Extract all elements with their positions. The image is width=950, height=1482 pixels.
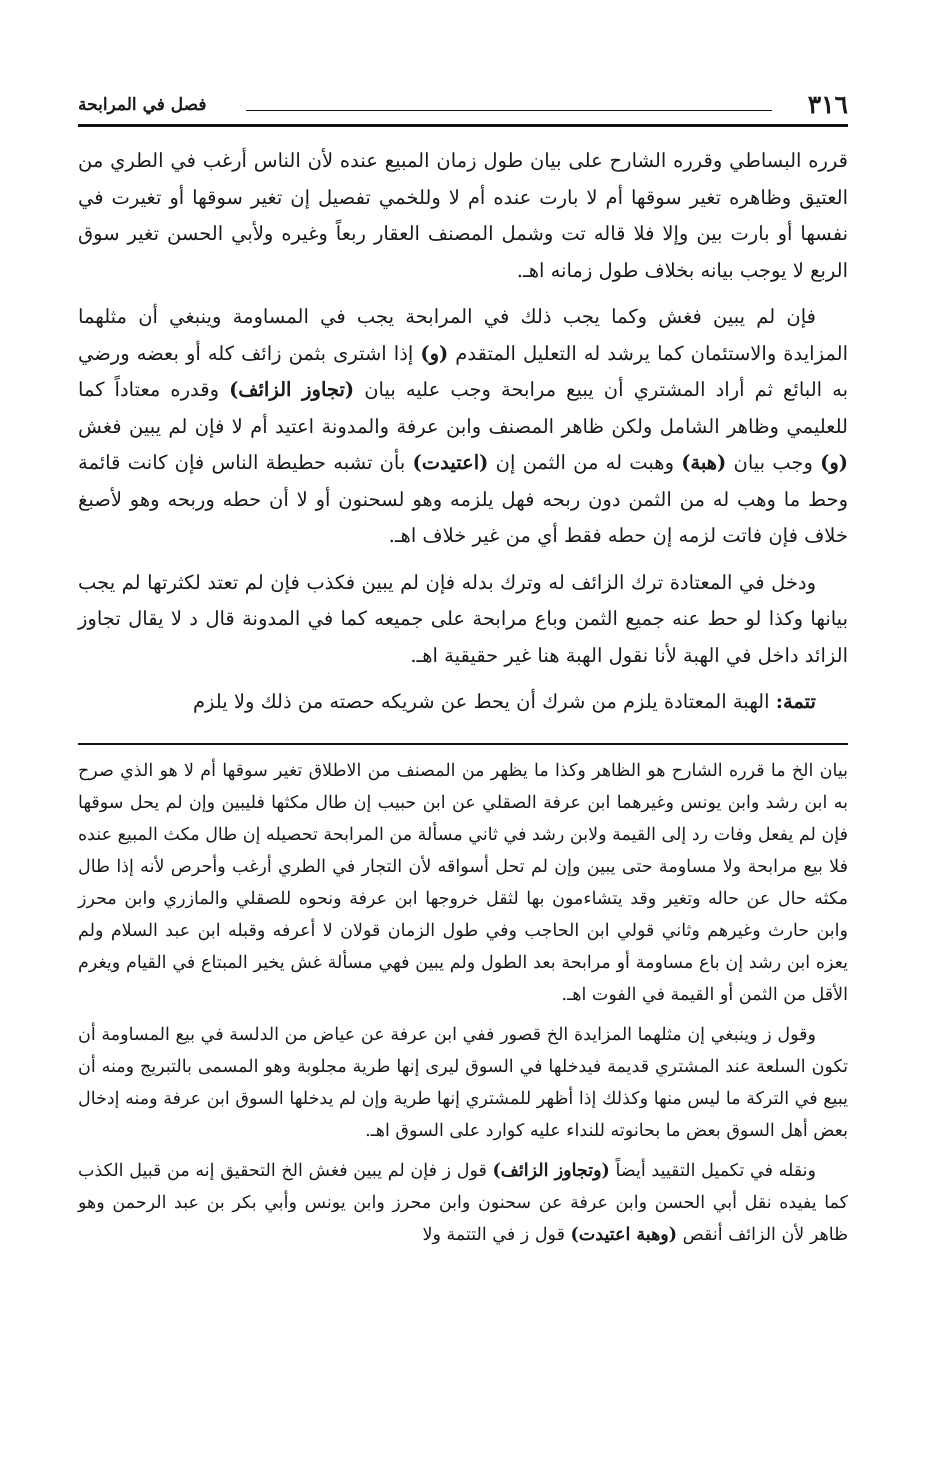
page-header [78, 80, 848, 127]
bold-term: (اعتيدت) [412, 451, 489, 474]
footnote-paragraph: بيان الخ ما قرره الشارح هو الظاهر وكذا ما يظهر من المصنف من الاطلاق تغير سوقها أم لا هو الذي صرح به ابن رشد وابن يونس وغيرهما ابن عرفة الصقلي عن ابن حبيب إن طال مكثها فليبين وإن لم يحل سوقها فإن لم يفعل وفات رد إلى القيمة ولابن رشد في ثاني مسألة من المرابحة تحصيله إن طال مكث المبيع عنده فلا بيع مرابحة ولا مساومة حتى يبين وإن لم تحل أسواقه لأن التجار في الطري أرغب وأحرص لأنه إذا طال مكثه حال عن حاله وتغير وقد يتشاءمون بها لثقل خروجها ابن عرفة ونحوه للصقلي والمازري وابن محرز وابن حارث وغيرهم وثاني قولي ابن الحاجب وفي طول الزمان قولان لا أعرفه وقبله ابن عبد السلام ولم يعزه ابن رشد إن باع مساومة أو مرابحة بعد الطول ولم يبين فهي مسألة غش يخير المبتاع في القيام ويغرم الأقل من الثمن أو القيمة في الفوت اهـ. [78, 760, 848, 1005]
bold-term: (تجاوز الزائف) [229, 378, 355, 401]
footnote-separator [78, 743, 848, 745]
main-paragraph: تتمة: الهبة المعتادة يلزم من شرك أن يحط عن شريكه حصته من ذلك ولا يلزم [192, 690, 816, 713]
main-text [78, 143, 848, 721]
bold-term: (هبة) [681, 451, 727, 474]
bold-term: (و) [420, 341, 449, 365]
main-paragraph: ودخل في المعتادة ترك الزائف له وترك بدله فإن لم يبين فكذب فإن لم تعتد لكثرتها لم يجب بيانها وكذا لو حط عنه جميع الثمن وباع مرابحة على جميعه كما في المدونة قال د لا يقال تجاوز الزائد داخل في الهبة لأنا نقول الهبة هنا غير حقيقية اهـ. [78, 570, 848, 667]
bold-term: (و) [820, 451, 848, 474]
footnote-paragraph: وقول ز وينبغي إن مثلهما المزايدة الخ قصور ففي ابن عرفة عن عياض من الدلسة في بيع المساومة أن تكون السلعة عند المشتري قديمة فيدخلها في السوق ليرى إنها طرية مجلوبة وهو المسمى بالتبريج ومنه أن يبيع في التركة ما ليس منها وكذلك إذا أظهر للمشتري إنها طرية وإن لم يدخلها السوق ابن عرفة ومنه إدخال بعض أهل السوق بعض ما بحانوته للنداء عليه كوارد على السوق اهـ. [78, 1024, 848, 1141]
main-paragraph: قرره البساطي وقرره الشارح على بيان طول زمان المبيع عنده لأن الناس أرغب في الطري من العتيق وظاهره تغير سوقها أم لا بارت عنده أم لا وللخمي تفصيل إن تغير سوقها أو تغيرت في نفسها أو بارت بين وإلا فلا قاله تت وشمل المصنف العقار ربعاً وغيره ولأبي الحسن تغير سوق الربع لا يوجب بيانه بخلاف طول زمانه اهـ. [78, 149, 848, 282]
supplement-label: تتمة: [775, 690, 816, 713]
book-page [78, 80, 848, 1259]
page-number: ٣١٦ [807, 90, 848, 119]
bold-term: (وتجاوز الزائف) [492, 1160, 610, 1181]
bold-term: (وهبة اعتيدت) [570, 1224, 678, 1245]
chapter-title: فصل في المرابحة [78, 95, 207, 115]
main-paragraph: فإن لم يبين فغش وكما يجب ذلك في المرابحة يجب في المساومة وينبغي أن مثلهما المزايدة والاستئمان كما يرشد له التعليل المتقدم (و) إذا اشترى بثمن زائف كله أو بعضه ورضي به البائع ثم أراد المشتري أن يبيع مرابحة وجب عليه بيان (تجاوز الزائف) وقدره معتاداً كما للعليمي وظاهر الشامل ولكن ظاهر المصنف وابن عرفة والمدونة اعتيد أم لا فإن لم يبين فغش (و) وجب بيان (هبة) وهبت له من الثمن إن (اعتيدت) بأن تشبه حطيطة الناس فإن كانت قائمة وحط ما وهب له من الثمن دون ربحه فهل يلزمه وهو لسحنون أو لا أن حطه وربحه وهو لأصبغ خلاف فإن فاتت لزمه إن حطه فقط أي من غير خلاف اهـ. [78, 305, 848, 547]
footnote-paragraph: ونقله في تكميل التقييد أيضاً (وتجاوز الزائف) قول ز فإن لم يبين فغش الخ التحقيق إنه من قبيل الكذب كما يفيده نقل أبي الحسن وابن عرفة عن سحنون وابن محرز وابن يونس وأبي بكر بن عبد الرحمن وهو ظاهر لأن الزائف أنقص (وهبة اعتيدت) قول ز في التتمة ولا [78, 1160, 848, 1245]
header-rule [246, 110, 772, 111]
footnotes [78, 755, 848, 1251]
